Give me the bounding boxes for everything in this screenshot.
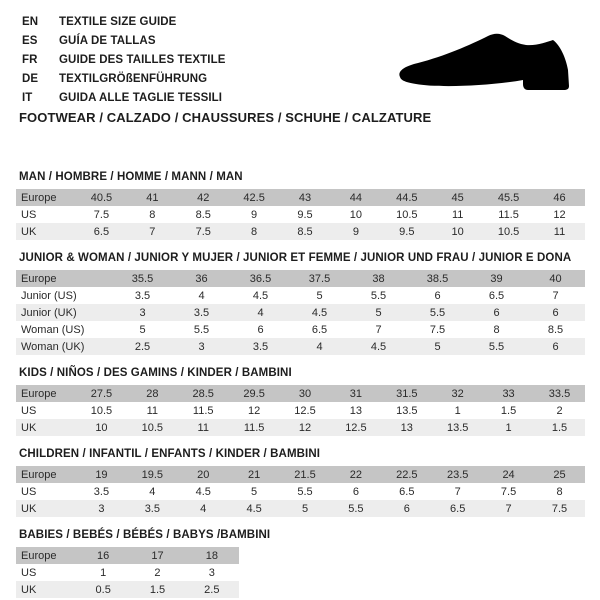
size-value-cell: 6.5 (311, 323, 328, 336)
size-row (16, 321, 585, 338)
size-value-cell: 2.5 (134, 340, 151, 353)
size-value-cell: 25 (553, 468, 566, 481)
size-value-cell: 8 (149, 208, 156, 221)
size-value-cell: 3 (98, 502, 105, 515)
size-value-cell: 1.5 (551, 421, 568, 434)
size-value-cell: 7.5 (93, 208, 110, 221)
size-value-cell: 22 (349, 468, 363, 481)
size-value-cell: 42.5 (243, 191, 265, 204)
size-value-cell: 46 (553, 191, 566, 204)
size-value-cell: 3.5 (144, 502, 160, 515)
row-label: Europe (21, 191, 57, 204)
size-value-cell: 13 (400, 421, 413, 434)
size-value-cell: 4 (149, 485, 156, 498)
size-value-cell: 41 (146, 191, 159, 204)
size-value-cell: 40.5 (90, 191, 113, 204)
size-value-cell: 31.5 (396, 387, 418, 400)
size-value-cell: 13.5 (396, 404, 418, 417)
language-title: TEXTILE SIZE GUIDE (59, 16, 177, 28)
size-value-cell: 3.5 (93, 485, 110, 498)
row-label: Woman (UK) (21, 340, 85, 353)
size-value-cell: 28 (146, 387, 159, 400)
section-title-kids: KIDS / NIÑOS / DES GAMINS / KINDER / BAMBINI (19, 367, 292, 379)
size-value-cell: 5.5 (297, 485, 313, 498)
size-value-cell: 10.5 (141, 421, 164, 434)
size-value-cell: 4.5 (195, 485, 211, 498)
size-value-cell: 8 (493, 323, 500, 336)
size-value-cell: 10 (95, 421, 108, 434)
size-value-cell: 5.5 (193, 323, 210, 336)
size-header-row (16, 189, 585, 206)
language-code: IT (22, 92, 33, 104)
size-value-cell: 4 (200, 502, 207, 515)
size-value-cell: 23.5 (446, 468, 469, 481)
size-value-cell: 44.5 (396, 191, 418, 204)
kids-size-section (16, 367, 585, 436)
size-value-cell: 2.5 (204, 583, 220, 596)
size-value-cell: 7.5 (429, 323, 446, 336)
size-value-cell: 7 (505, 502, 512, 515)
size-value-cell: 10.5 (90, 404, 113, 417)
section-title-children: CHILDREN / INFANTIL / ENFANTS / KINDER / BAMBINI (19, 448, 321, 460)
size-value-cell: 3.5 (252, 340, 269, 353)
size-value-cell: 11.5 (192, 404, 214, 417)
size-value-cell: 7 (552, 289, 559, 302)
row-label: US (21, 404, 37, 417)
size-row (16, 223, 585, 240)
row-label: US (21, 566, 37, 579)
section-title-junior-woman: JUNIOR & WOMAN / JUNIOR Y MUJER / JUNIOR ET FEMME / JUNIOR UND FRAU / JUNIOR E DONA (19, 252, 572, 264)
size-value-cell: 3 (139, 306, 146, 319)
size-value-cell: 6.5 (450, 502, 466, 515)
size-value-cell: 4 (257, 306, 264, 319)
size-value-cell: 12 (553, 208, 566, 221)
size-value-cell: 9 (251, 208, 258, 221)
size-header-row (16, 385, 585, 402)
row-label: Europe (21, 468, 57, 481)
size-value-cell: 6 (352, 485, 359, 498)
size-value-cell: 39 (490, 272, 503, 285)
size-value-cell: 1.5 (149, 583, 166, 596)
size-value-cell: 12.5 (294, 404, 316, 417)
row-label: US (21, 485, 37, 498)
size-value-cell: 28.5 (192, 387, 214, 400)
size-value-cell: 4 (198, 289, 205, 302)
size-value-cell: 4.5 (311, 306, 328, 319)
babies-size-table (16, 547, 239, 598)
size-value-cell: 11 (146, 404, 159, 417)
size-value-cell: 45.5 (497, 191, 520, 204)
size-value-cell: 13 (349, 404, 363, 417)
size-value-cell: 8.5 (547, 323, 564, 336)
size-value-cell: 4.5 (370, 340, 387, 353)
language-title: GUIDE DES TAILLES TEXTILE (59, 54, 226, 66)
size-value-cell: 9 (352, 225, 359, 238)
section-title-man: MAN / HOMBRE / HOMME / MANN / MAN (19, 171, 243, 183)
size-value-cell: 38.5 (426, 272, 449, 285)
size-tables (16, 171, 585, 600)
language-title: GUÍA DE TALLAS (59, 35, 156, 47)
size-value-cell: 3.5 (193, 306, 210, 319)
size-value-cell: 6.5 (488, 289, 505, 302)
section-title-babies: BABIES / BEBÉS / BÉBÉS / BABYS /BAMBINI (19, 529, 271, 541)
size-header-row (16, 547, 239, 564)
size-row (16, 581, 239, 598)
row-label: Europe (21, 272, 57, 285)
size-value-cell: 6.5 (93, 225, 110, 238)
babies-size-section (16, 529, 585, 598)
size-value-cell: 5 (434, 340, 441, 353)
size-value-cell: 3 (208, 566, 215, 579)
size-value-cell: 1 (505, 421, 512, 434)
size-value-cell: 3.5 (134, 289, 151, 302)
size-value-cell: 1.5 (500, 404, 517, 417)
size-value-cell: 4 (316, 340, 323, 353)
size-value-cell: 33 (502, 387, 515, 400)
size-value-cell: 6.5 (399, 485, 415, 498)
size-value-cell: 10 (451, 225, 464, 238)
size-row (16, 402, 585, 419)
size-row (16, 287, 585, 304)
size-value-cell: 11 (451, 208, 464, 221)
size-value-cell: 10 (349, 208, 363, 221)
size-value-cell: 11.5 (243, 421, 265, 434)
size-value-cell: 36 (195, 272, 208, 285)
children-size-section (16, 448, 585, 517)
size-value-cell: 8.5 (195, 208, 211, 221)
size-value-cell: 5 (316, 289, 323, 302)
language-code: EN (22, 16, 39, 28)
language-row-en (22, 13, 226, 32)
size-value-cell: 12 (298, 421, 312, 434)
size-value-cell: 2 (154, 566, 161, 579)
size-value-cell: 27.5 (90, 387, 113, 400)
row-label: US (21, 208, 37, 221)
language-code: DE (22, 73, 39, 85)
size-row (16, 419, 585, 436)
size-value-cell: 7.5 (195, 225, 211, 238)
language-title: TEXTILGRÖßENFÜHRUNG (59, 73, 208, 85)
size-value-cell: 16 (97, 549, 110, 562)
language-row-es (22, 32, 226, 51)
size-value-cell: 6 (403, 502, 410, 515)
size-value-cell: 20 (197, 468, 210, 481)
size-value-cell: 6 (493, 306, 500, 319)
size-row (16, 206, 585, 223)
language-row-de (22, 70, 226, 89)
junior-woman-size-section (16, 252, 585, 355)
row-label: Woman (US) (21, 323, 85, 336)
size-value-cell: 5 (301, 502, 309, 515)
size-row (16, 304, 585, 321)
size-value-cell: 24 (502, 468, 515, 481)
size-value-cell: 40 (549, 272, 562, 285)
size-value-cell: 1 (454, 404, 461, 417)
size-value-cell: 3 (198, 340, 205, 353)
size-value-cell: 18 (205, 549, 218, 562)
size-value-cell: 21 (247, 468, 261, 481)
size-value-cell: 11.5 (498, 208, 519, 221)
row-label: UK (21, 583, 37, 596)
size-value-cell: 9.5 (399, 225, 415, 238)
language-row-it (22, 89, 226, 108)
size-value-cell: 10.5 (396, 208, 418, 221)
size-value-cell: 29.5 (243, 387, 265, 400)
size-value-cell: 32 (451, 387, 464, 400)
size-value-cell: 5.5 (348, 502, 364, 515)
row-label: Europe (21, 387, 57, 400)
size-value-cell: 9.5 (297, 208, 313, 221)
size-value-cell: 13.5 (446, 421, 469, 434)
row-label: UK (21, 502, 37, 515)
size-value-cell: 7 (454, 485, 461, 498)
row-label: UK (21, 421, 37, 434)
size-value-cell: 5 (375, 306, 382, 319)
size-value-cell: 8 (251, 225, 258, 238)
size-value-cell: 5 (251, 485, 258, 498)
dress-shoe-icon (390, 20, 590, 110)
size-value-cell: 7 (375, 323, 382, 336)
size-value-cell: 44 (349, 191, 363, 204)
language-title: GUIDA ALLE TAGLIE TESSILI (59, 92, 223, 104)
size-value-cell: 38 (372, 272, 385, 285)
row-label: Junior (US) (21, 289, 77, 302)
man-size-table (16, 189, 585, 240)
junior-woman-size-table (16, 270, 585, 355)
size-value-cell: 12.5 (345, 421, 367, 434)
size-value-cell: 31 (349, 387, 363, 400)
size-value-cell: 7.5 (551, 502, 568, 515)
size-value-cell: 37.5 (308, 272, 331, 285)
size-value-cell: 6 (434, 289, 441, 302)
size-value-cell: 0.5 (95, 583, 111, 596)
size-value-cell: 6 (552, 340, 559, 353)
size-value-cell: 10.5 (497, 225, 520, 238)
size-value-cell: 21.5 (294, 468, 316, 481)
size-value-cell: 2 (556, 404, 563, 417)
size-value-cell: 5 (139, 323, 146, 336)
size-value-cell: 42 (197, 191, 210, 204)
size-value-cell: 4.5 (252, 289, 269, 302)
size-value-cell: 5.5 (429, 306, 446, 319)
size-value-cell: 19.5 (141, 468, 164, 481)
category-title: FOOTWEAR / CALZADO / CHAUSSURES / SCHUHE / CALZATURE (19, 110, 432, 125)
size-value-cell: 7 (149, 225, 156, 238)
size-row (16, 500, 585, 517)
size-value-cell: 33.5 (548, 387, 571, 400)
row-label: Europe (21, 549, 57, 562)
row-label: Junior (UK) (21, 306, 77, 319)
size-value-cell: 22.5 (396, 468, 418, 481)
size-value-cell: 4.5 (246, 502, 262, 515)
children-size-table (16, 466, 585, 517)
size-header-row (16, 466, 585, 483)
size-value-cell: 5.5 (488, 340, 505, 353)
size-value-cell: 8.5 (297, 225, 313, 238)
man-size-section (16, 171, 585, 240)
size-value-cell: 12 (247, 404, 261, 417)
size-value-cell: 43 (298, 191, 312, 204)
row-label: UK (21, 225, 37, 238)
size-value-cell: 30 (298, 387, 312, 400)
size-value-cell: 36.5 (249, 272, 272, 285)
size-value-cell: 6 (257, 323, 264, 336)
size-value-cell: 8 (556, 485, 563, 498)
size-value-cell: 11 (553, 225, 566, 238)
kids-size-table (16, 385, 585, 436)
size-value-cell: 1 (100, 566, 107, 579)
size-value-cell: 19 (95, 468, 108, 481)
size-value-cell: 17 (151, 549, 164, 562)
size-value-cell: 7.5 (500, 485, 517, 498)
size-row (16, 483, 585, 500)
language-row-fr (22, 51, 226, 70)
size-value-cell: 5.5 (370, 289, 387, 302)
language-code: FR (22, 54, 38, 66)
size-value-cell: 11 (197, 421, 209, 434)
size-value-cell: 6 (552, 306, 559, 319)
size-row (16, 564, 239, 581)
size-header-row (16, 270, 585, 287)
size-value-cell: 45 (451, 191, 464, 204)
language-code: ES (22, 35, 38, 47)
size-value-cell: 35.5 (131, 272, 154, 285)
size-row (16, 338, 585, 355)
language-title-list (22, 13, 226, 108)
